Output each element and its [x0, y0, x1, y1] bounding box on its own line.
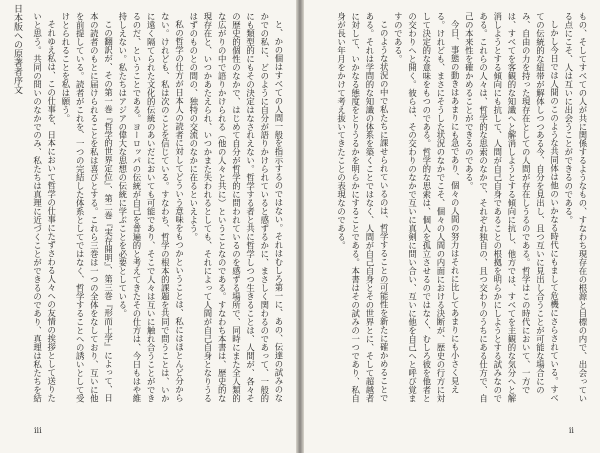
running-head: 日本版への原著者序文: [12, 4, 22, 94]
page-number: ii: [568, 426, 574, 435]
paragraph: この翻訳が、その第一巻『哲学的世界定位』、第二巻『実存開明』、第三巻『形而上学』によって、日本の読者のもとに届けられることを私は喜びとする。これら三巻は一つの全体をなしており、互いに他を前提している。読者がこれを、一つの完結した体系としてではなく、哲学することへの誘いとして受けとられることを私は願う。: [60, 12, 114, 403]
paragraph: もの、そしてすべての人が共に関係するようなもの、すなわち現存在の根源と目標の内で、出会っている点にこそ、人は互いに出会うことができるのである。: [563, 12, 588, 403]
paragraph: しかし今日では人間のこのような共同体は他のいかなる時代にもまして危機にさらされている。すべての伝統的な紐帯が解体しつつある今、自分を見出し、且つ互いに見出し合うことが可能な場合にのみ、自由の力を持った現存在としての人間が存在しうるのである。哲学はこの時代において、一方では、すべてを客観的な知識へと解消しようとする傾向に抗し、他方では、すべてを主観的な気分へと解消しようとする傾向にも抗して、人間が自己自身であることの根拠を明らかにしようとする試みなのである。これらの人々は、哲学的な思索のなかで、それぞれ独自の、且つ交わりのうちにある仕方で、自己の本来性を確かめることができるのである。: [464, 12, 560, 403]
page-number: iii: [34, 426, 42, 435]
paragraph: 私の哲学の仕方が日本人の読者に対してどういう意味をもつかということは、私にはほとんど分からない。けれども、私は次のことを信じている。すなわち、哲学の根本的課題を共同で問うことは、いかに遠く隔てられた文化的伝統のあいだにおいても可能であり、そこで人々は互いに触れ合うことができるのだ、ということである。ヨーロッパの伝統が自己を普遍的と考えてきたその仕方は、今日もはや維持しえない。私たちはアジアの偉大な思想の伝統に学ぶことを必要としている。: [117, 12, 185, 403]
paragraph: それゆえ私は、この仕事を、日本において哲学の仕事にたずさわる人々への友情の挨拶として送りたいと思う。共同の問いのなかでのみ、私たちは真理に近づくことができるのであり、真理は私たちを結: [32, 12, 57, 403]
right-page-body: [314, 12, 590, 407]
book-gutter: [296, 0, 304, 453]
paragraph: このような状況の中で私たちに課せられているのは、哲学することの可能性を新たに確かめることである。それは学問的な知識の体系を築くことではなく、人間が自己自身とその世界とに、そして超越者に対して、いかなる態度をとりうるかを明らかにすることである。本書はその試みの一つであり、私自身が長い年月をかけて考え抜いてきたことの表現なのである。: [336, 12, 390, 403]
paragraph: 今日、事態の動きはあまりにも急であり、個々の人間の努力はそれに比してあまりにも小さく見える。けれども、まさにそうした状況のなかでこそ、個々の人間の内面における決断が、歴史の行方に対して決定的な意味をもつのである。哲学的な思索は、個人を孤立させるのではなく、むしろ彼を他者との交わりへと開く。彼らは、その交わりのなかで互いに真剣に問い合い、互いに他を自己へと呼び覚ますのである。: [393, 12, 461, 403]
paragraph: と、かの個はすべての人間一般を指示するのではない。それはむしろ第一に、あの、伝達の試みのなかでの私に、どのように自分が語りかけられていると感ずるかに、まさしく関わるのであって、一般的にも類型的にもその決定はなされえない。哲学する者と共に哲学しつつ生きることは、人間が、各々その歴史的個性のなかで、はじめて自分が哲学的に問われているのを感ずる場所で、同時にまた全人類的な広がりの中で語りかけられる（他の人々と共に）ということなのである。すなわち本書は、歴史的な現存在と、いつかあたえられ、いつかまた失われるとしても、それによって人間が自己自身となりうるはずのものとの間の、独特の交流のなかに在るといえよう。: [188, 12, 284, 403]
left-page: [0, 0, 296, 453]
right-page: [304, 0, 600, 453]
left-page-body: [30, 12, 286, 407]
